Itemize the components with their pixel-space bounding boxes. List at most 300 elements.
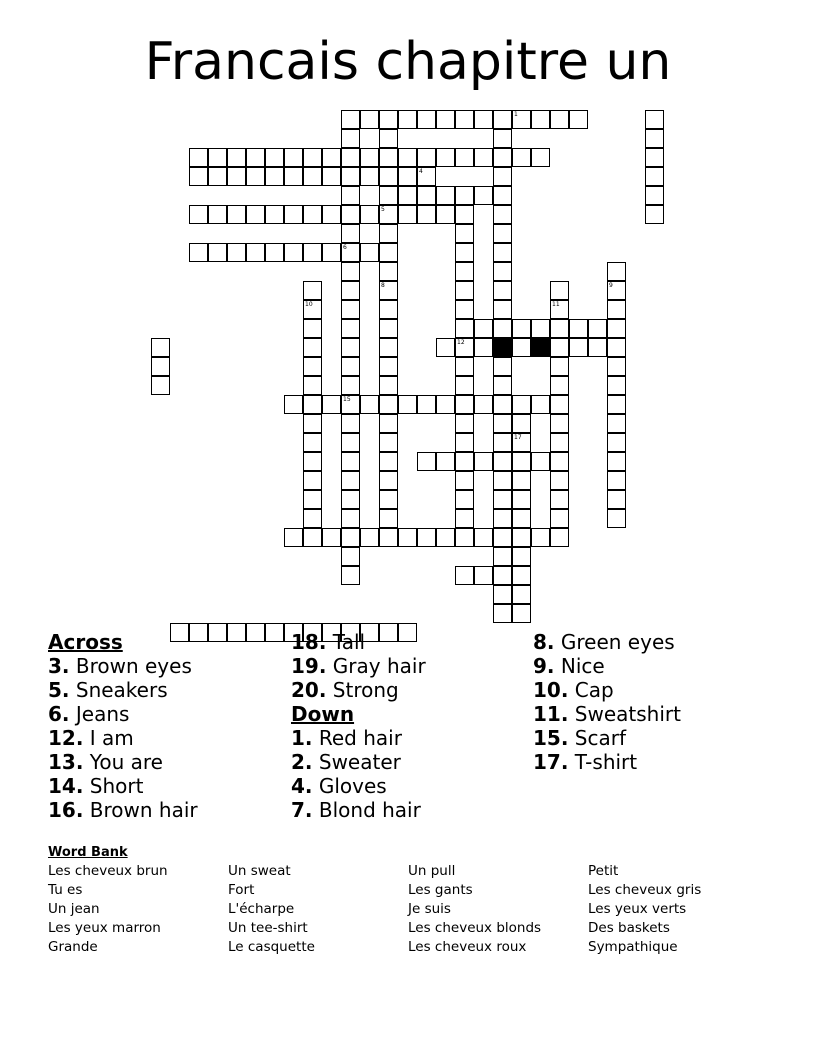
clue-text: Green eyes [554,630,675,654]
grid-cell[interactable] [189,148,208,167]
grid-cell[interactable] [322,205,341,224]
word-bank-column [48,862,168,957]
clue-number-label: 6 [343,244,347,251]
grid-cell[interactable] [246,148,265,167]
grid-cell[interactable] [493,509,512,528]
grid-cell[interactable] [341,490,360,509]
grid-cell[interactable] [151,357,170,376]
grid-cell[interactable] [360,528,379,547]
grid-cell[interactable] [398,110,417,129]
grid-cell[interactable] [341,566,360,585]
grid-cell[interactable] [265,623,284,642]
grid-cell[interactable] [550,357,569,376]
grid-cell[interactable] [531,395,550,414]
grid-cell[interactable] [341,205,360,224]
grid-cell[interactable] [303,528,322,547]
grid-cell[interactable] [417,186,436,205]
grid-cell[interactable] [398,395,417,414]
grid-cell[interactable] [531,452,550,471]
grid-cell[interactable] [227,205,246,224]
grid-cell[interactable] [550,433,569,452]
grid-cell[interactable] [284,243,303,262]
grid-cell[interactable] [360,205,379,224]
word-bank-item: Les gants [408,882,473,898]
grid-cell[interactable] [379,490,398,509]
grid-cell[interactable] [360,167,379,186]
grid-cell[interactable] [493,414,512,433]
grid-cell[interactable] [455,376,474,395]
clue-number: 2. [291,750,313,774]
grid-cell[interactable] [645,186,664,205]
grid-cell[interactable] [493,604,512,623]
grid-cell[interactable] [455,148,474,167]
grid-cell[interactable] [303,490,322,509]
grid-cell[interactable] [493,167,512,186]
grid-cell[interactable] [512,585,531,604]
grid-cell[interactable] [607,281,626,300]
clue-item [291,678,426,702]
grid-cell[interactable] [550,300,569,319]
grid-cell[interactable] [455,224,474,243]
clue-item [48,726,198,750]
clue-number: 1. [291,726,313,750]
grid-cell[interactable] [417,452,436,471]
grid-cell[interactable] [303,167,322,186]
grid-cell[interactable] [417,205,436,224]
grid-cell[interactable] [436,452,455,471]
grid-cell[interactable] [246,243,265,262]
grid-cell[interactable] [303,148,322,167]
grid-cell[interactable] [398,167,417,186]
clue-number: 10. [533,678,569,702]
grid-cell[interactable] [493,243,512,262]
grid-cell[interactable] [303,281,322,300]
grid-cell[interactable] [417,395,436,414]
grid-cell[interactable] [455,319,474,338]
grid-cell[interactable] [322,148,341,167]
clue-text: Scarf [568,726,627,750]
grid-cell[interactable] [550,376,569,395]
grid-cell[interactable] [493,357,512,376]
grid-cell[interactable] [607,395,626,414]
grid-cell[interactable] [246,623,265,642]
grid-cell[interactable] [550,452,569,471]
grid-cell[interactable] [607,262,626,281]
grid-cell[interactable] [493,300,512,319]
grid-cell[interactable] [341,224,360,243]
grid-cell[interactable] [379,414,398,433]
grid-cell[interactable] [436,148,455,167]
grid-cell[interactable] [398,186,417,205]
grid-cell[interactable] [379,338,398,357]
clues-column-1 [48,630,198,822]
grid-cell[interactable] [455,205,474,224]
grid-cell[interactable] [455,414,474,433]
grid-cell[interactable] [436,110,455,129]
clue-text: Tall [326,630,366,654]
grid-cell[interactable] [341,357,360,376]
grid-cell[interactable] [227,623,246,642]
grid-cell[interactable] [455,262,474,281]
grid-cell[interactable] [417,167,436,186]
grid-cell[interactable] [303,395,322,414]
grid-cell[interactable] [284,528,303,547]
grid-cell[interactable] [341,110,360,129]
grid-cell[interactable] [322,395,341,414]
grid-cell[interactable] [550,110,569,129]
grid-cell[interactable] [360,395,379,414]
grid-cell[interactable] [417,528,436,547]
clue-text: Red hair [312,726,402,750]
grid-cell[interactable] [512,395,531,414]
grid-cell[interactable] [341,319,360,338]
word-bank-item: Sympathique [588,939,678,955]
grid-cell[interactable] [512,490,531,509]
grid-cell[interactable] [512,509,531,528]
clue-item [48,678,198,702]
grid-cell[interactable] [493,547,512,566]
grid-cell[interactable] [341,395,360,414]
grid-cell[interactable] [493,585,512,604]
grid-cell[interactable] [436,186,455,205]
grid-cell[interactable] [607,433,626,452]
grid-cell[interactable] [512,528,531,547]
grid-cell[interactable] [474,452,493,471]
grid-cell[interactable] [436,528,455,547]
grid-cell[interactable] [341,528,360,547]
grid-cell[interactable] [398,148,417,167]
grid-cell[interactable] [512,566,531,585]
grid-cell[interactable] [379,395,398,414]
word-bank-item: Grande [48,939,98,955]
grid-cell[interactable] [379,224,398,243]
black-square [493,338,512,357]
grid-cell[interactable] [379,243,398,262]
grid-cell[interactable] [341,167,360,186]
grid-cell[interactable] [512,414,531,433]
grid-cell[interactable] [360,148,379,167]
grid-cell[interactable] [512,452,531,471]
grid-cell[interactable] [341,300,360,319]
grid-cell[interactable] [455,433,474,452]
grid-cell[interactable] [379,281,398,300]
grid-cell[interactable] [607,319,626,338]
grid-cell[interactable] [379,376,398,395]
grid-cell[interactable] [569,319,588,338]
clue-number-label: 4 [419,168,423,175]
clue-number-label: 8 [381,282,385,289]
grid-cell[interactable] [303,433,322,452]
grid-cell[interactable] [493,205,512,224]
grid-cell[interactable] [550,338,569,357]
grid-cell[interactable] [455,186,474,205]
word-bank-item: Le casquette [228,939,315,955]
word-bank-item: Un pull [408,863,456,879]
grid-cell[interactable] [379,528,398,547]
grid-cell[interactable] [455,395,474,414]
grid-cell[interactable] [303,319,322,338]
grid-cell[interactable] [569,110,588,129]
clue-number: 6. [48,702,70,726]
grid-cell[interactable] [341,148,360,167]
grid-cell[interactable] [645,129,664,148]
grid-cell[interactable] [550,509,569,528]
grid-cell[interactable] [379,471,398,490]
grid-cell[interactable] [284,395,303,414]
grid-cell[interactable] [493,186,512,205]
grid-cell[interactable] [474,566,493,585]
grid-cell[interactable] [455,490,474,509]
grid-cell[interactable] [189,205,208,224]
grid-cell[interactable] [474,186,493,205]
grid-cell[interactable] [493,490,512,509]
grid-cell[interactable] [474,528,493,547]
grid-cell[interactable] [512,433,531,452]
clue-number-label: 15 [343,396,351,403]
grid-cell[interactable] [398,205,417,224]
grid-cell[interactable] [265,148,284,167]
grid-cell[interactable] [284,148,303,167]
grid-cell[interactable] [151,376,170,395]
grid-cell[interactable] [550,319,569,338]
grid-cell[interactable] [360,110,379,129]
clue-number: 4. [291,774,313,798]
word-bank-column [588,862,701,957]
grid-cell[interactable] [189,167,208,186]
grid-cell[interactable] [607,414,626,433]
grid-cell[interactable] [303,452,322,471]
grid-cell[interactable] [379,167,398,186]
grid-cell[interactable] [474,395,493,414]
grid-cell[interactable] [455,566,474,585]
grid-cell[interactable] [474,148,493,167]
grid-cell[interactable] [360,243,379,262]
grid-cell[interactable] [208,148,227,167]
grid-cell[interactable] [493,148,512,167]
grid-cell[interactable] [645,205,664,224]
grid-cell[interactable] [493,129,512,148]
grid-cell[interactable] [341,471,360,490]
clue-item [48,654,198,678]
clue-number: 20. [291,678,327,702]
grid-cell[interactable] [607,452,626,471]
grid-cell[interactable] [607,471,626,490]
grid-cell[interactable] [341,243,360,262]
grid-cell[interactable] [455,357,474,376]
grid-cell[interactable] [341,547,360,566]
grid-cell[interactable] [493,224,512,243]
grid-cell[interactable] [208,243,227,262]
grid-cell[interactable] [265,243,284,262]
grid-cell[interactable] [474,110,493,129]
word-bank-item: Les cheveux brun [48,863,168,879]
grid-cell[interactable] [455,509,474,528]
grid-cell[interactable] [303,205,322,224]
clue-number-label: 12 [457,339,465,346]
grid-cell[interactable] [284,205,303,224]
grid-cell[interactable] [151,338,170,357]
grid-cell[interactable] [341,186,360,205]
grid-cell[interactable] [303,376,322,395]
grid-cell[interactable] [455,528,474,547]
grid-cell[interactable] [208,205,227,224]
grid-cell[interactable] [550,414,569,433]
grid-cell[interactable] [531,148,550,167]
grid-cell[interactable] [322,528,341,547]
grid-cell[interactable] [246,167,265,186]
grid-cell[interactable] [341,433,360,452]
grid-cell[interactable] [512,148,531,167]
grid-cell[interactable] [493,376,512,395]
grid-cell[interactable] [189,243,208,262]
grid-cell[interactable] [512,471,531,490]
clue-item [291,726,426,750]
grid-cell[interactable] [493,471,512,490]
grid-cell[interactable] [493,395,512,414]
clue-text: Sweater [312,750,401,774]
grid-cell[interactable] [550,471,569,490]
grid-cell[interactable] [227,243,246,262]
grid-cell[interactable] [379,433,398,452]
grid-cell[interactable] [341,129,360,148]
grid-cell[interactable] [531,528,550,547]
grid-cell[interactable] [341,338,360,357]
grid-cell[interactable] [379,186,398,205]
grid-cell[interactable] [512,547,531,566]
grid-cell[interactable] [607,300,626,319]
grid-cell[interactable] [512,110,531,129]
grid-cell[interactable] [607,509,626,528]
grid-cell[interactable] [455,300,474,319]
grid-cell[interactable] [588,319,607,338]
grid-cell[interactable] [474,338,493,357]
grid-cell[interactable] [322,243,341,262]
grid-cell[interactable] [341,414,360,433]
grid-cell[interactable] [550,528,569,547]
grid-cell[interactable] [379,319,398,338]
grid-cell[interactable] [645,167,664,186]
word-bank-item: Un tee-shirt [228,920,308,936]
grid-cell[interactable] [645,110,664,129]
clue-number: 15. [533,726,569,750]
grid-cell[interactable] [531,319,550,338]
grid-cell[interactable] [550,395,569,414]
grid-cell[interactable] [512,319,531,338]
grid-cell[interactable] [379,148,398,167]
clue-text: Short [83,774,144,798]
grid-cell[interactable] [607,357,626,376]
grid-cell[interactable] [455,338,474,357]
grid-cell[interactable] [436,395,455,414]
grid-cell[interactable] [303,338,322,357]
grid-cell[interactable] [607,338,626,357]
grid-cell[interactable] [531,110,550,129]
grid-cell[interactable] [227,148,246,167]
grid-cell[interactable] [303,471,322,490]
grid-cell[interactable] [303,509,322,528]
grid-cell[interactable] [512,604,531,623]
grid-cell[interactable] [341,452,360,471]
clue-text: Cap [568,678,614,702]
grid-cell[interactable] [322,167,341,186]
clue-number-label: 9 [609,282,613,289]
grid-cell[interactable] [455,471,474,490]
grid-cell[interactable] [208,167,227,186]
grid-cell[interactable] [493,433,512,452]
grid-cell[interactable] [417,110,436,129]
grid-cell[interactable] [493,452,512,471]
clue-item [291,750,426,774]
grid-cell[interactable] [265,205,284,224]
grid-cell[interactable] [607,376,626,395]
clue-number-label: 10 [305,301,313,308]
clues-column-2 [291,630,426,822]
grid-cell[interactable] [512,338,531,357]
grid-cell[interactable] [455,110,474,129]
down-clue-list-continued [533,630,681,774]
grid-cell[interactable] [341,262,360,281]
grid-cell[interactable] [493,528,512,547]
grid-cell[interactable] [550,281,569,300]
grid-cell[interactable] [588,338,607,357]
grid-cell[interactable] [398,528,417,547]
grid-cell[interactable] [379,129,398,148]
word-bank-item: Un sweat [228,863,291,879]
grid-cell[interactable] [417,148,436,167]
grid-cell[interactable] [455,281,474,300]
grid-cell[interactable] [303,243,322,262]
grid-cell[interactable] [379,300,398,319]
grid-cell[interactable] [379,357,398,376]
grid-cell[interactable] [645,148,664,167]
grid-cell[interactable] [493,281,512,300]
grid-cell[interactable] [455,243,474,262]
grid-cell[interactable] [341,509,360,528]
grid-cell[interactable] [607,490,626,509]
grid-cell[interactable] [436,205,455,224]
grid-cell[interactable] [455,452,474,471]
grid-cell[interactable] [436,338,455,357]
grid-cell[interactable] [474,319,493,338]
grid-cell[interactable] [265,167,284,186]
clue-number-label: 17 [514,434,522,441]
word-bank-item: Les yeux marron [48,920,161,936]
grid-cell[interactable] [493,566,512,585]
grid-cell[interactable] [569,338,588,357]
grid-cell[interactable] [493,319,512,338]
grid-cell[interactable] [341,281,360,300]
grid-cell[interactable] [227,167,246,186]
grid-cell[interactable] [379,452,398,471]
grid-cell[interactable] [493,110,512,129]
grid-cell[interactable] [303,414,322,433]
grid-cell[interactable] [379,509,398,528]
grid-cell[interactable] [341,376,360,395]
word-bank-item: Je suis [408,901,451,917]
word-bank-item: Les cheveux blonds [408,920,542,936]
grid-cell[interactable] [379,110,398,129]
grid-cell[interactable] [550,490,569,509]
down-heading: Down [291,702,355,726]
grid-cell[interactable] [379,262,398,281]
grid-cell[interactable] [284,167,303,186]
grid-cell[interactable] [303,357,322,376]
grid-cell[interactable] [246,205,265,224]
grid-cell[interactable] [208,623,227,642]
grid-cell[interactable] [493,262,512,281]
grid-cell[interactable] [303,300,322,319]
grid-cell[interactable] [379,205,398,224]
